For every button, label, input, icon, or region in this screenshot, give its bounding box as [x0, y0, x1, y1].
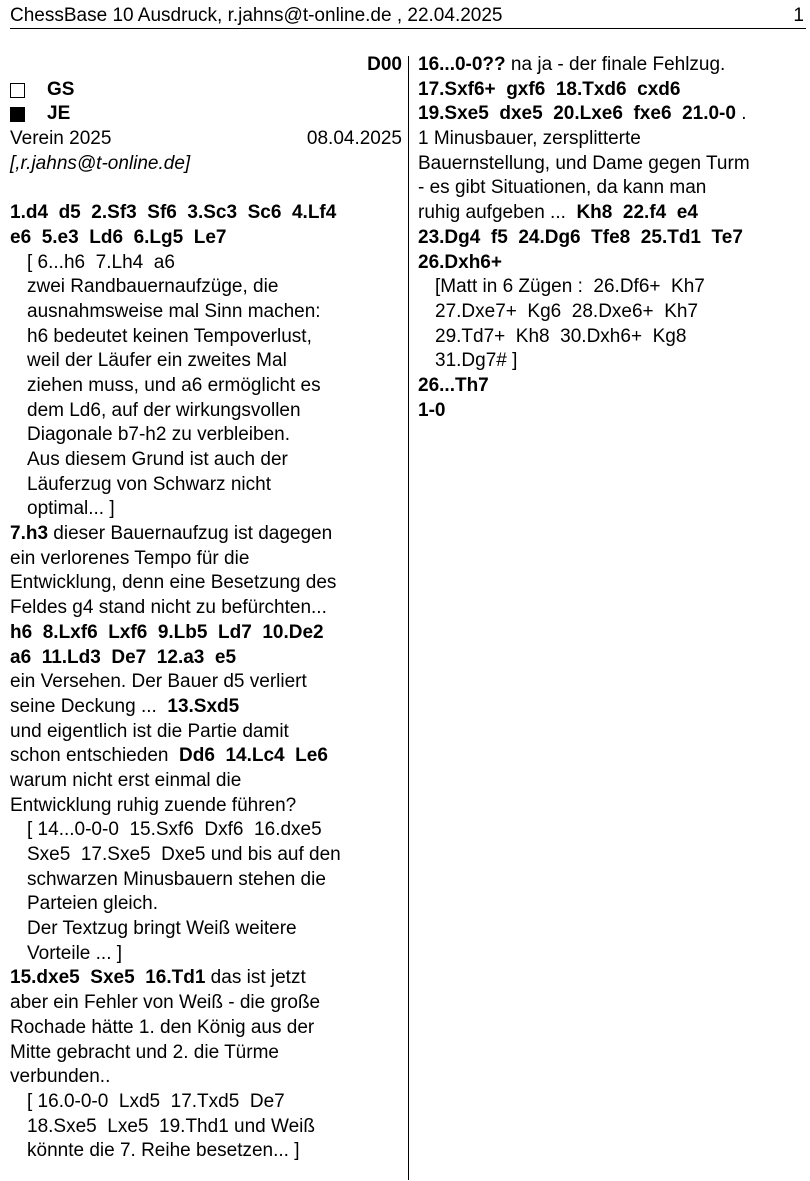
event-row: [10, 127, 402, 152]
game-text-line: [10, 399, 402, 424]
game-text-line: [10, 695, 402, 720]
comment-text: [ 16.0-0-0 Lxd5 17.Txd5 De7: [27, 1090, 285, 1112]
move-text: 13.Sxd5: [167, 695, 240, 717]
game-text-line: [10, 374, 402, 399]
game-text-line: [10, 1016, 402, 1041]
game-text-line: [418, 53, 810, 78]
comment-text: ziehen muss, und a6 ermöglicht es: [27, 374, 321, 396]
left-game-text: [10, 201, 402, 1164]
game-text-line: [10, 349, 402, 374]
comment-text: Bauernstellung, und Dame gegen Turm: [418, 152, 750, 174]
game-text-line: [10, 843, 402, 868]
game-text-line: [10, 300, 402, 325]
comment-text: Entwicklung, denn eine Besetzung des: [10, 572, 337, 594]
game-text-line: [10, 251, 402, 276]
game-text-line: [418, 226, 810, 251]
comment-text: Vorteile ... ]: [27, 942, 123, 964]
game-text-line: [10, 794, 402, 819]
game-text-line: [10, 1139, 402, 1164]
comment-text: Feldes g4 stand nicht zu befürchten...: [10, 597, 327, 619]
game-text-line: [10, 275, 402, 300]
comment-text: dieser Bauernaufzug ist dagegen: [48, 523, 333, 545]
move-text: 26...Th7: [418, 374, 489, 396]
black-square-icon: [10, 107, 25, 122]
game-text-line: [418, 201, 810, 226]
game-text-line: [10, 621, 402, 646]
comment-text: das ist jetzt: [205, 967, 306, 989]
game-text-line: [10, 497, 402, 522]
move-text: a6 11.Ld3 De7 12.a3 e5: [10, 646, 237, 668]
comment-text: verbunden..: [10, 1066, 111, 1088]
comment-text: weil der Läufer ein zweites Mal: [27, 350, 287, 372]
game-text-line: [10, 892, 402, 917]
comment-text: [ 6...h6 7.Lh4 a6: [27, 251, 175, 273]
game-text-line: [10, 818, 402, 843]
comment-text: und eigentlich ist die Partie damit: [10, 720, 289, 742]
annotator: [,r.jahns@t-online.de]: [10, 152, 191, 174]
comment-text: 31.Dg7# ]: [435, 350, 518, 372]
game-text-line: [10, 325, 402, 350]
game-text-line: [10, 473, 402, 498]
game-text-line: [418, 374, 810, 399]
comment-text: warum nicht erst einmal die: [10, 769, 242, 791]
comment-text: [Matt in 6 Zügen : 26.Df6+ Kh7: [435, 276, 705, 298]
game-text-line: [10, 769, 402, 794]
game-text-line: [10, 547, 402, 572]
header-title: ChessBase 10 Ausdruck, r.jahns@t-online.de , 22.04.2025: [10, 5, 503, 26]
comment-text: seine Deckung ...: [10, 695, 168, 717]
comment-text: Der Textzug bringt Weiß weitere: [27, 918, 297, 940]
move-text: 15.dxe5 Sxe5 16.Td1: [10, 967, 206, 989]
game-text-line: [10, 646, 402, 671]
move-text: 1-0: [418, 399, 446, 421]
game-text-line: [10, 991, 402, 1016]
game-text-line: [418, 300, 810, 325]
comment-text: 27.Dxe7+ Kg6 28.Dxe6+ Kh7: [435, 300, 699, 322]
game-text-line: [10, 942, 402, 967]
comment-text: ein Versehen. Der Bauer d5 verliert: [10, 671, 307, 693]
comment-text: schon entschieden: [10, 745, 180, 767]
game-text-line: [10, 423, 402, 448]
black-player-name: JE: [47, 103, 71, 125]
game-text-line: [10, 522, 402, 547]
black-player: [10, 102, 402, 127]
white-player-name: GS: [47, 78, 75, 100]
print-header: [10, 4, 806, 29]
game-text-line: [418, 152, 810, 177]
comment-text: Aus diesem Grund ist auch der: [27, 449, 288, 470]
comment-text: ruhig aufgeben ...: [418, 202, 577, 224]
game-text-line: [10, 448, 402, 473]
column-divider: [408, 56, 409, 1180]
game-text-line: [10, 744, 402, 769]
game-text-line: [418, 399, 810, 424]
comment-text: Sxe5 17.Sxe5 Dxe5 und bis auf den: [27, 844, 341, 865]
game-text-line: [10, 1090, 402, 1115]
comment-text: - es gibt Situationen, da kann man: [418, 177, 707, 199]
game-text-line: [418, 349, 810, 374]
comment-text: 1 Minusbauer, zersplitterte: [418, 128, 641, 150]
comment-text: Entwicklung ruhig zuende führen?: [10, 794, 297, 816]
comment-text: zwei Randbauernaufzüge, die: [27, 276, 279, 298]
page-number: 1: [793, 5, 804, 26]
white-square-icon: [10, 83, 25, 98]
comment-text: .: [735, 103, 747, 125]
game-text-line: [10, 1041, 402, 1066]
game-text-line: [10, 868, 402, 893]
comment-text: Rochade hätte 1. den König aus der: [10, 1016, 315, 1038]
move-text: 19.Sxe5 dxe5 20.Lxe6 fxe6 21.0-0: [418, 103, 736, 125]
comment-text: Läuferzug von Schwarz nicht: [27, 473, 271, 495]
comment-text: optimal... ]: [27, 498, 115, 520]
move-text: 16...0-0??: [418, 54, 506, 75]
game-text-line: [10, 201, 402, 226]
spacer: [10, 176, 402, 201]
left-column: [10, 53, 402, 1164]
game-text-line: [418, 78, 810, 103]
game-text-line: [10, 1065, 402, 1090]
comment-text: ein verlorenes Tempo für die: [10, 547, 250, 569]
move-text: Dd6 14.Lc4 Le6: [179, 745, 328, 767]
move-text: 1.d4 d5 2.Sf3 Sf6 3.Sc3 Sc6 4.Lf4: [10, 202, 337, 224]
comment-text: [ 14...0-0-0 15.Sxf6 Dxf6 16.dxe5: [27, 819, 322, 841]
game-text-line: [10, 966, 402, 991]
game-text-line: [418, 275, 810, 300]
game-text-line: [10, 670, 402, 695]
game-text-line: [418, 127, 810, 152]
comment-text: könnte die 7. Reihe besetzen... ]: [27, 1140, 300, 1162]
comment-text: aber ein Fehler von Weiß - die große: [10, 992, 321, 1014]
move-text: h6 8.Lxf6 Lxf6 9.Lb5 Ld7 10.De2: [10, 621, 324, 643]
game-text-line: [418, 325, 810, 350]
game-text-line: [418, 102, 810, 127]
game-text-line: [418, 176, 810, 201]
move-text: 23.Dg4 f5 24.Dg6 Tfe8 25.Td1 Te7: [418, 226, 743, 248]
move-text: e6 5.e3 Ld6 6.Lg5 Le7: [10, 226, 227, 248]
comment-text: Parteien gleich.: [27, 893, 158, 915]
game-text-line: [10, 571, 402, 596]
move-text: 26.Dxh6+: [418, 251, 502, 273]
comment-text: 18.Sxe5 Lxe5 19.Thd1 und Weiß: [27, 1115, 315, 1137]
white-player: [10, 78, 402, 103]
comment-text: 29.Td7+ Kh8 30.Dxh6+ Kg8: [435, 325, 687, 347]
game-text-line: [10, 596, 402, 621]
comment-text: na ja - der finale Fehlzug.: [505, 54, 726, 75]
comment-text: Diagonale b7-h2 zu verbleiben.: [27, 424, 291, 446]
game-text-line: [10, 917, 402, 942]
right-game-text: [418, 53, 810, 423]
game-date: 08.04.2025: [306, 128, 402, 150]
game-text-line: [10, 1115, 402, 1140]
comment-text: Mitte gebracht und 2. die Türme: [10, 1041, 279, 1063]
move-text: 7.h3: [10, 523, 49, 545]
eco-code: D00: [367, 54, 402, 75]
comment-text: schwarzen Minusbauern stehen die: [27, 868, 326, 890]
game-text-line: [10, 720, 402, 745]
game-text-line: [418, 251, 810, 276]
right-column: [418, 53, 810, 423]
move-text: 17.Sxf6+ gxf6 18.Txd6 cxd6: [418, 78, 681, 100]
event-name: Verein 2025: [10, 128, 112, 150]
comment-text: h6 bedeutet keinen Tempoverlust,: [27, 325, 312, 347]
comment-text: dem Ld6, auf der wirkungsvollen: [27, 399, 301, 421]
move-text: Kh8 22.f4 e4: [576, 202, 698, 224]
game-text-line: [10, 226, 402, 251]
comment-text: ausnahmsweise mal Sinn machen:: [27, 300, 321, 322]
